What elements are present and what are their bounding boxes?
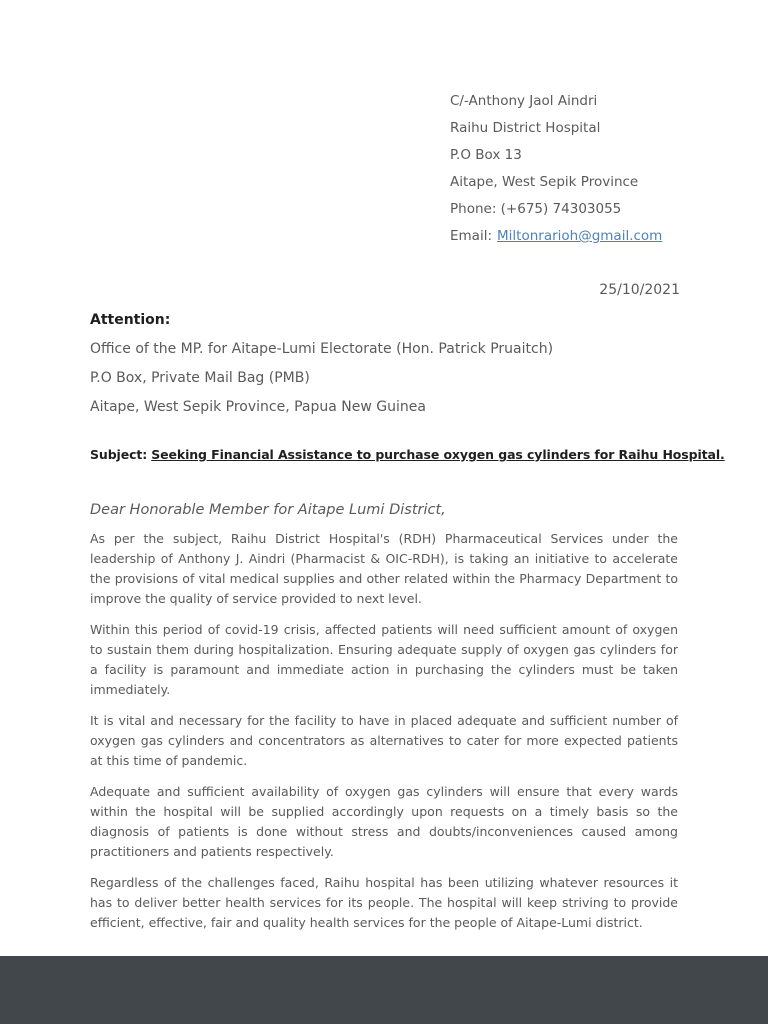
viewer-background — [0, 956, 768, 1024]
subject-text: Seeking Financial Assistance to purchase oxygen gas cylinders for Raihu Hospital. — [151, 447, 725, 462]
sender-address-line: Raihu District Hospital — [450, 120, 601, 136]
recipient-line: Office of the MP. for Aitape-Lumi Electorate (Hon. Patrick Pruaitch) — [90, 341, 554, 357]
sender-address-line: C/-Anthony Jaol Aindri — [450, 93, 598, 109]
body-paragraph: Regardless of the challenges faced, Raihu hospital has been utilizing whatever resources it has to deliver better health services for its people. The hospital will keep striving to provide efficient, effective, fair and quality health services for the people of Aitape-Lumi district. — [90, 875, 678, 930]
salutation: Dear Honorable Member for Aitape Lumi District, — [90, 502, 446, 518]
sender-phone-line: Phone: (+675) 74303055 — [450, 201, 622, 217]
body-paragraph: Within this period of covid-19 crisis, affected patients will need sufficient amount of oxygen to sustain them during hospitalization. Ensuring adequate supply of oxygen gas cylinders for a facility is paramount and immediate action in purchasing the cylinders must be taken immediately. — [90, 622, 678, 697]
subject-line — [90, 447, 725, 462]
letter-body — [90, 529, 678, 944]
body-paragraph: It is vital and necessary for the facility to have in placed adequate and sufficient number of oxygen gas cylinders and concentrators as alternatives to cater for more expected patients at this time of pandemic. — [90, 713, 678, 768]
subject-label: Subject: — [90, 447, 148, 462]
sender-address-block — [450, 88, 662, 250]
recipient-block — [90, 306, 553, 422]
attention-label: Attention: — [90, 312, 171, 328]
sender-address-line: Aitape, West Sepik Province — [450, 174, 639, 190]
body-paragraph: Adequate and sufficient availability of oxygen gas cylinders will ensure that every wards within the hospital will be supplied accordingly upon requests on a timely basis so the diagnosis of patients is done without stress and doubts/inconveniences caused among practitioners and patients respectively. — [90, 784, 678, 859]
recipient-line: Aitape, West Sepik Province, Papua New Guinea — [90, 399, 426, 415]
sender-email-line — [450, 223, 662, 250]
email-link[interactable]: Miltonrarioh@gmail.com — [497, 228, 663, 244]
letter-date: 25/10/2021 — [599, 282, 680, 298]
body-paragraph: As per the subject, Raihu District Hospital's (RDH) Pharmaceutical Services under the leadership of Anthony J. Aindri (Pharmacist & OIC-RDH), is taking an initiative to accelerate the provisions of vital medical supplies and other related within the Pharmacy Department to improve the quality of service provided to next level. — [90, 531, 678, 606]
recipient-line: P.O Box, Private Mail Bag (PMB) — [90, 370, 310, 386]
sender-address-line: P.O Box 13 — [450, 147, 522, 163]
email-label: Email: — [450, 228, 493, 244]
